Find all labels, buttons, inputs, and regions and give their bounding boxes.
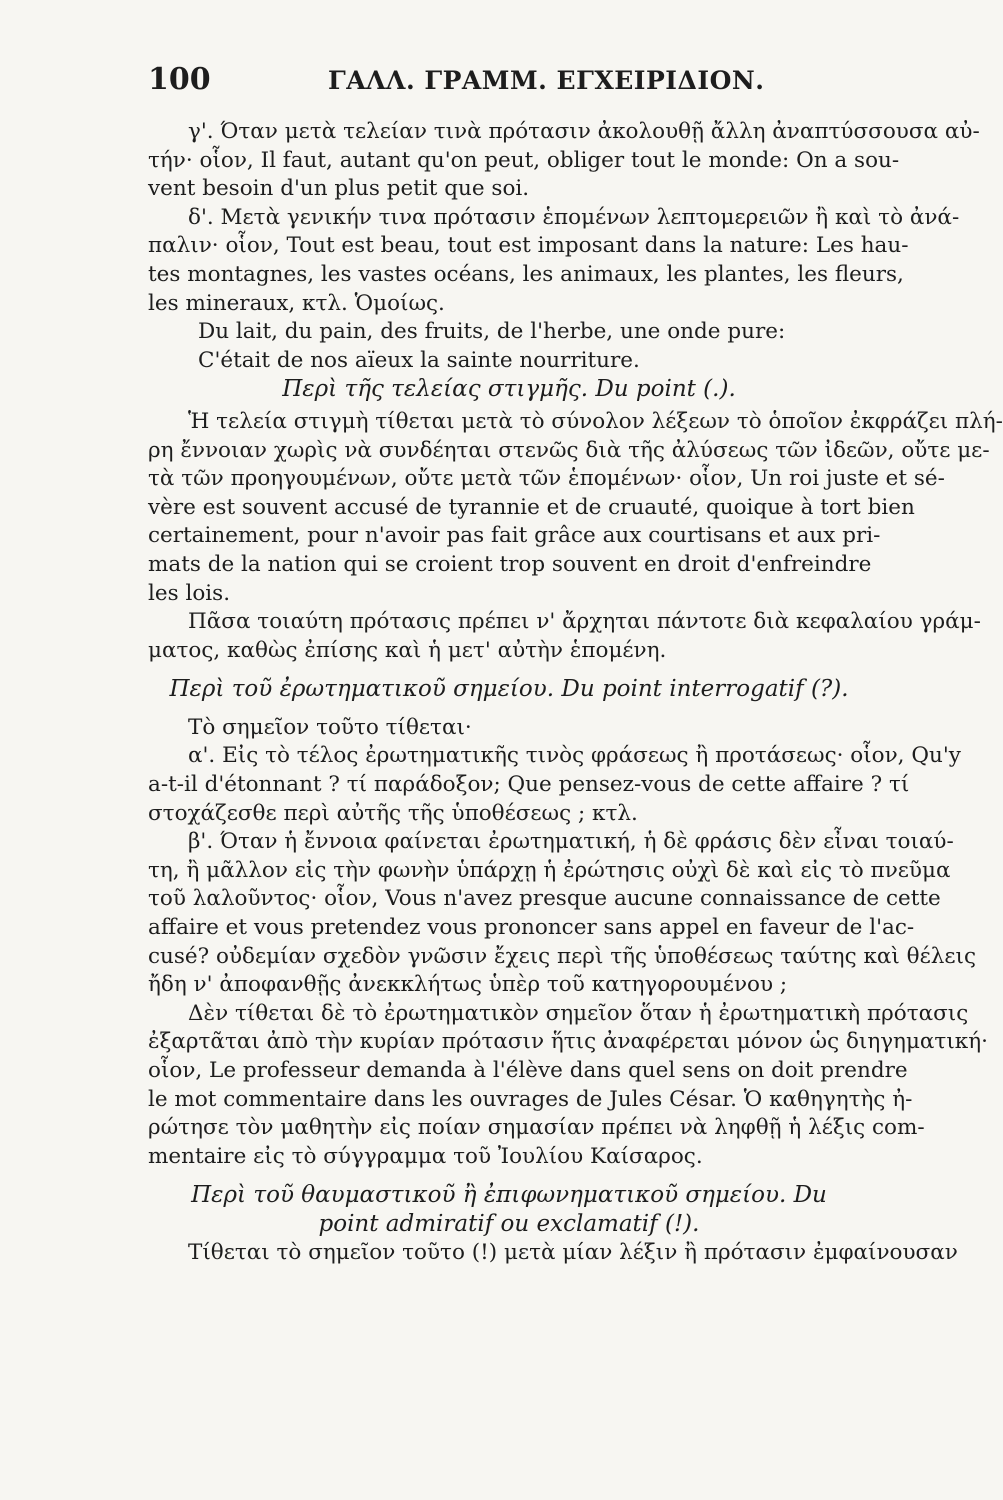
- page-header: [148, 62, 870, 106]
- text-line: affaire et vous pretendez vous prononcer sans appel en faveur de l'ac-: [148, 915, 915, 941]
- text-line: οἷον, Le professeur demanda à l'élève dans quel sens on doit prendre: [148, 1058, 908, 1083]
- text-line: ρώτησε τὸν μαθητὴν εἰς ποίαν σημασίαν πρέπει νὰ ληφθῇ ἡ λέξις com-: [148, 1115, 925, 1141]
- text-line: Πᾶσα τοιαύτη πρότασις πρέπει ν' ἄρχηται πάντοτε διὰ κεφαλαίου γράμ-: [188, 609, 981, 635]
- page-number: 100: [148, 62, 211, 97]
- text-line: les mineraux, κτλ. Ὁμοίως.: [148, 290, 445, 316]
- text-line: Τὸ σημεῖον τοῦτο τίθεται·: [188, 714, 472, 740]
- text-line: les lois.: [148, 580, 231, 606]
- text-line: certainement, pour n'avoir pas fait grâce aux courtisans et aux pri-: [148, 523, 881, 549]
- text-line: τοῦ λαλοῦντος· οἷον, Vous n'avez presque aucune connaissance de cette: [148, 886, 941, 912]
- text-line: Τίθεται τὸ σημεῖον τοῦτο (!) μετὰ μίαν λέξιν ἢ πρότασιν ἐμφαίνουσαν: [188, 1239, 958, 1265]
- text-line: β'. Όταν ἡ ἔννοια φαίνεται ἐρωτηματική, ἡ δὲ φράσις δὲν εἶναι τοιαύ-: [188, 829, 954, 855]
- text-line: παλιν· οἷον, Tout est beau, tout est imposant dans la nature: Les hau-: [148, 233, 909, 259]
- text-line: a-t-il d'étonnant ? τί παράδοξον; Que pensez-vous de cette affaire ? τί: [148, 772, 910, 798]
- section-heading: Περὶ τοῦ θαυμαστικοῦ ἢ ἐπιφωνηματικοῦ σημείου. Du: [191, 1182, 827, 1209]
- book-page: [148, 62, 1003, 1267]
- running-title: ΓΑΛΛ. ΓΡΑΜΜ. ΕΓΧΕΙΡΙΔΙΟΝ.: [328, 66, 765, 95]
- text-line: τὰ τῶν προηγουμένων, οὔτε μετὰ τῶν ἑπομένων· οἷον, Un roi juste et sé-: [148, 466, 945, 492]
- text-line: δ'. Μετὰ γενικήν τινα πρότασιν ἑπομένων λεπτομερειῶν ἢ καὶ τὸ ἀνά-: [188, 204, 960, 230]
- text-line: ἤδη ν' ἀποφανθῇς ἀνεκκλήτως ὑπὲρ τοῦ κατηγορουμένου ;: [148, 972, 788, 998]
- text-line: cusé? οὐδεμίαν σχεδὸν γνῶσιν ἔχεις περὶ τῆς ὑποθέσεως ταύτης καὶ θέλεις: [148, 943, 976, 969]
- section-heading: Περὶ τοῦ ἐρωτηματικοῦ σημείου. Du point interrogatif (?).: [169, 676, 849, 703]
- text-line: mats de la nation qui se croient trop souvent en droit d'enfreindre: [148, 551, 872, 577]
- text-line: vent besoin d'un plus petit que soi.: [148, 176, 530, 202]
- text-line: γ'. Όταν μετὰ τελείαν τινὰ πρότασιν ἀκολουθῇ ἄλλη ἀναπτύσσουσα αὐ-: [188, 119, 980, 144]
- text-line: mentaire εἰς τὸ σύγγραμμα τοῦ Ἰουλίου Καίσαρος.: [148, 1143, 703, 1169]
- text-line: ἐξαρτᾶται ἀπὸ τὴν κυρίαν πρότασιν ἥτις ἀναφέρεται μόνον ὡς διηγηματική·: [148, 1029, 988, 1055]
- text-line: le mot commentaire dans les ouvrages de Jules César. Ὁ καθηγητὴς ἠ-: [148, 1086, 913, 1112]
- text-line: tes montagnes, les vastes océans, les animaux, les plantes, les fleurs,: [148, 261, 904, 287]
- section-heading: point admiratif ou exclamatif (!).: [318, 1210, 700, 1237]
- text-line: τήν· οἷον, Il faut, autant qu'on peut, obliger tout le monde: On a sou-: [148, 147, 900, 173]
- section-heading: Περὶ τῆς τελείας στιγμῆς. Du point (.).: [282, 376, 736, 403]
- text-line: ρη ἔννοιαν χωρὶς νὰ συνδέηται στενῶς διὰ τῆς ἀλύσεως τῶν ἰδεῶν, οὔτε με-: [148, 437, 990, 463]
- text-line: Δὲν τίθεται δὲ τὸ ἐρωτηματικὸν σημεῖον ὅταν ἡ ἐρωτηματικὴ πρότασις: [188, 1000, 969, 1026]
- text-line: Ἡ τελεία στιγμὴ τίθεται μετὰ τὸ σύνολον λέξεων τὸ ὁποῖον ἐκφράζει πλή-: [188, 408, 1003, 434]
- text-line: στοχάζεσθε περὶ αὐτῆς τῆς ὑποθέσεως ; κτλ.: [148, 800, 638, 826]
- text-line: vère est souvent accusé de tyrannie et de cruauté, quoique à tort bien: [148, 494, 915, 520]
- text-line: ματος, καθὼς ἐπίσης καὶ ἡ μετ' αὐτὴν ἑπομένη.: [148, 637, 667, 663]
- verse-line: Du lait, du pain, des fruits, de l'herbe, une onde pure:: [198, 319, 786, 345]
- text-line: α'. Εἰς τὸ τέλος ἐρωτηματικῆς τινὸς φράσεως ἢ προτάσεως· οἷον, Qu'y: [188, 743, 961, 769]
- verse-line: C'était de nos aïeux la sainte nourriture.: [198, 347, 640, 373]
- text-line: τη, ἢ μᾶλλον εἰς τὴν φωνὴν ὑπάρχῃ ἡ ἐρώτησις οὐχὶ δὲ καὶ εἰς τὸ πνεῦμα: [148, 857, 951, 883]
- page-body: [148, 118, 1003, 1267]
